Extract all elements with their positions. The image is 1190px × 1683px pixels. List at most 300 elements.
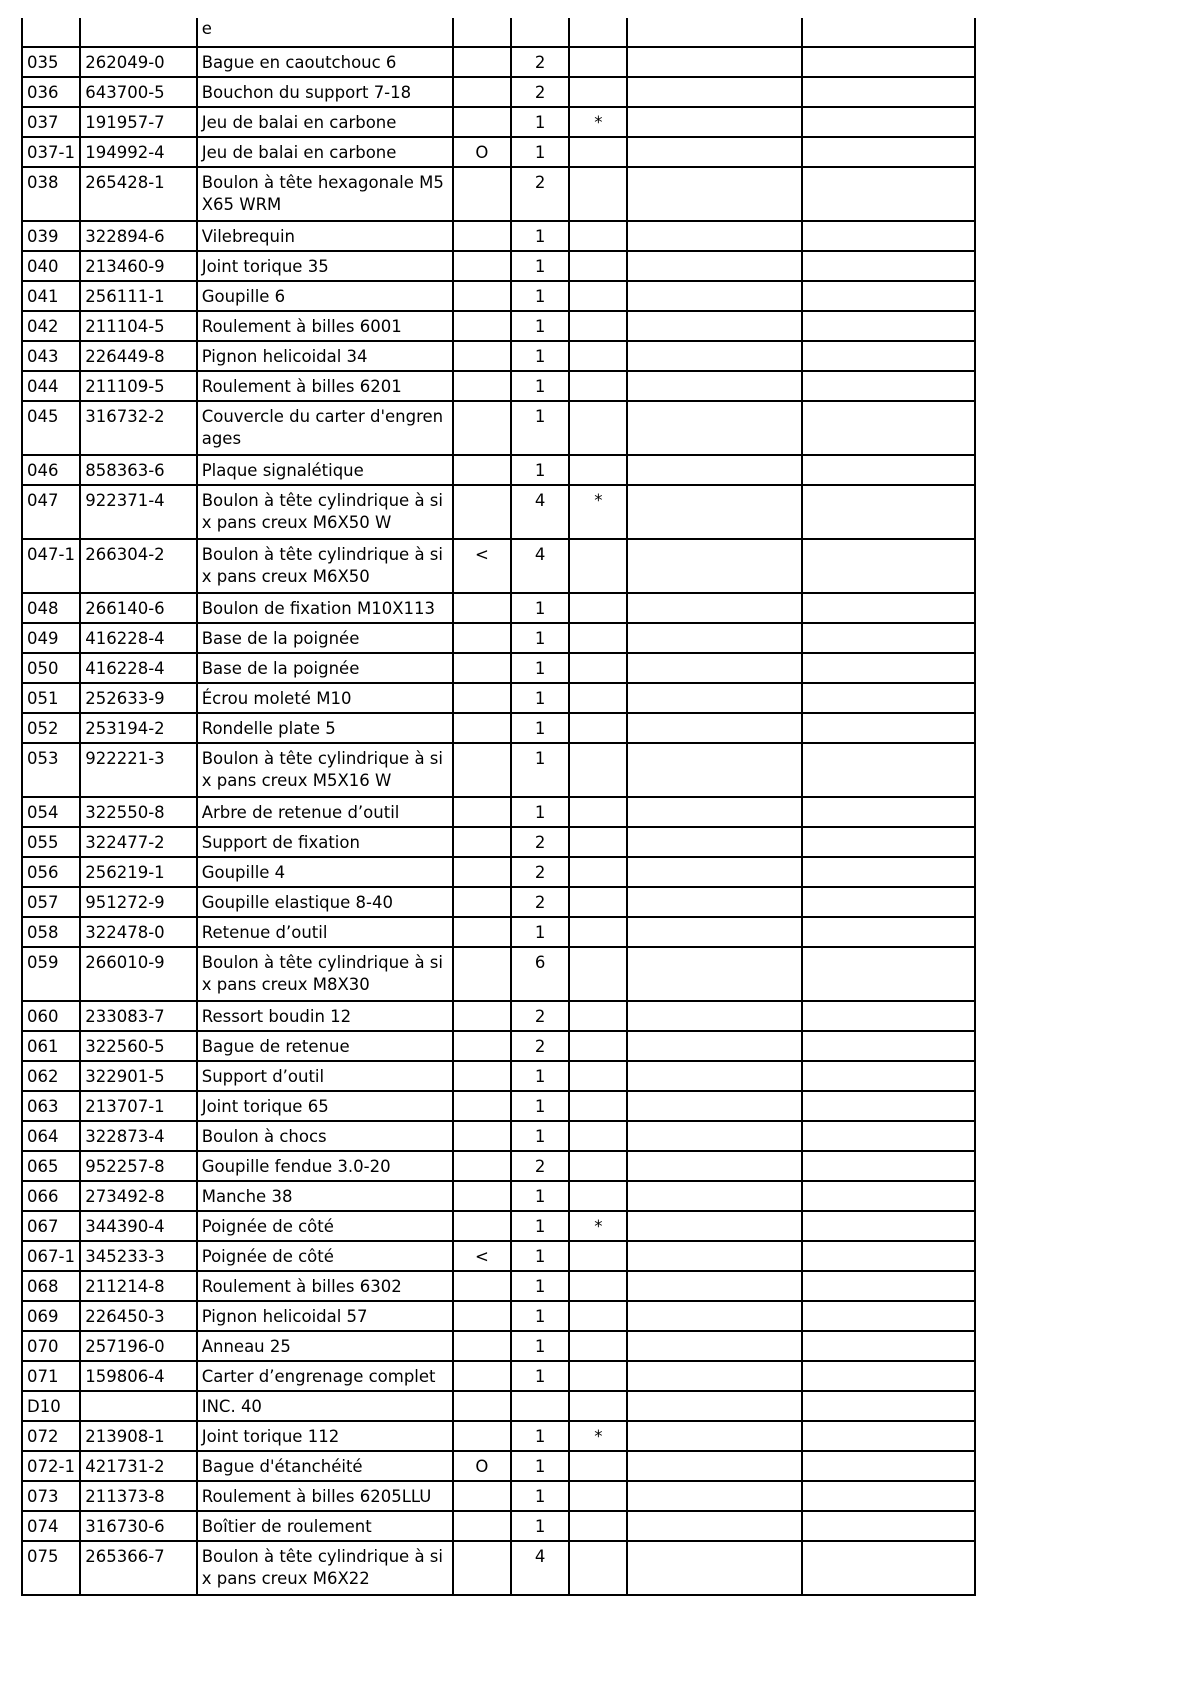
empty-cell: [627, 593, 802, 623]
marker-cell: [569, 683, 627, 713]
description-cell: Base de la poignée: [197, 623, 453, 653]
item-number-cell: 059: [22, 947, 80, 1001]
quantity-cell: 1: [511, 713, 569, 743]
table-row: [22, 947, 975, 1001]
table-row: [22, 221, 975, 251]
marker-cell: [569, 18, 627, 47]
table-row: [22, 887, 975, 917]
empty-cell: [627, 167, 802, 221]
description-cell: Carter d’engrenage complet: [197, 1361, 453, 1391]
note-cell: [453, 251, 511, 281]
part-number-cell: 322477-2: [80, 827, 196, 857]
table-row: [22, 1241, 975, 1271]
marker-cell: [569, 1391, 627, 1421]
description-cell: Arbre de retenue d’outil: [197, 797, 453, 827]
table-row: [22, 167, 975, 221]
item-number-cell: D10: [22, 1391, 80, 1421]
table-row: [22, 18, 975, 47]
marker-cell: *: [569, 1211, 627, 1241]
empty-cell: [627, 857, 802, 887]
marker-cell: [569, 371, 627, 401]
quantity-cell: 1: [511, 1121, 569, 1151]
empty-cell: [802, 917, 975, 947]
empty-cell: [627, 947, 802, 1001]
description-cell: Roulement à billes 6001: [197, 311, 453, 341]
item-number-cell: 071: [22, 1361, 80, 1391]
part-number-cell: 951272-9: [80, 887, 196, 917]
part-number-cell: 256111-1: [80, 281, 196, 311]
marker-cell: [569, 1271, 627, 1301]
part-number-cell: 322560-5: [80, 1031, 196, 1061]
part-number-cell: 226449-8: [80, 341, 196, 371]
description-cell: Ressort boudin 12: [197, 1001, 453, 1031]
note-cell: [453, 1181, 511, 1211]
empty-cell: [627, 887, 802, 917]
quantity-cell: 1: [511, 221, 569, 251]
description-cell: Boulon de fixation M10X113: [197, 593, 453, 623]
note-cell: [453, 1511, 511, 1541]
part-number-cell: 322901-5: [80, 1061, 196, 1091]
item-number-cell: 045: [22, 401, 80, 455]
empty-cell: [627, 281, 802, 311]
note-cell: [453, 167, 511, 221]
item-number-cell: 068: [22, 1271, 80, 1301]
quantity-cell: 1: [511, 1091, 569, 1121]
empty-cell: [802, 485, 975, 539]
part-number-cell: 344390-4: [80, 1211, 196, 1241]
part-number-cell: 266010-9: [80, 947, 196, 1001]
quantity-cell: 1: [511, 743, 569, 797]
empty-cell: [802, 1061, 975, 1091]
empty-cell: [627, 1481, 802, 1511]
note-cell: [453, 713, 511, 743]
empty-cell: [802, 653, 975, 683]
item-number-cell: 039: [22, 221, 80, 251]
empty-cell: [627, 1241, 802, 1271]
empty-cell: [627, 137, 802, 167]
quantity-cell: 4: [511, 539, 569, 593]
item-number-cell: 069: [22, 1301, 80, 1331]
table-row: [22, 653, 975, 683]
marker-cell: [569, 1361, 627, 1391]
part-number-cell: 322873-4: [80, 1121, 196, 1151]
table-row: [22, 77, 975, 107]
marker-cell: [569, 1331, 627, 1361]
note-cell: [453, 917, 511, 947]
item-number-cell: 061: [22, 1031, 80, 1061]
empty-cell: [627, 371, 802, 401]
table-row: [22, 1031, 975, 1061]
quantity-cell: 1: [511, 1511, 569, 1541]
description-cell: Retenue d’outil: [197, 917, 453, 947]
note-cell: [453, 827, 511, 857]
quantity-cell: 2: [511, 1001, 569, 1031]
marker-cell: [569, 341, 627, 371]
empty-cell: [802, 1301, 975, 1331]
description-cell: e: [197, 18, 453, 47]
description-cell: Boulon à tête hexagonale M5X65 WRM: [197, 167, 453, 221]
note-cell: [453, 18, 511, 47]
item-number-cell: [22, 18, 80, 47]
item-number-cell: 050: [22, 653, 80, 683]
note-cell: [453, 1211, 511, 1241]
empty-cell: [627, 1121, 802, 1151]
item-number-cell: 049: [22, 623, 80, 653]
description-cell: Poignée de côté: [197, 1211, 453, 1241]
marker-cell: [569, 1301, 627, 1331]
empty-cell: [627, 1061, 802, 1091]
item-number-cell: 057: [22, 887, 80, 917]
item-number-cell: 047: [22, 485, 80, 539]
part-number-cell: 316730-6: [80, 1511, 196, 1541]
marker-cell: [569, 1091, 627, 1121]
description-cell: Boulon à tête cylindrique à six pans creux M6X50: [197, 539, 453, 593]
empty-cell: [802, 47, 975, 77]
table-row: [22, 1541, 975, 1595]
description-cell: Base de la poignée: [197, 653, 453, 683]
table-row: [22, 1181, 975, 1211]
item-number-cell: 055: [22, 827, 80, 857]
quantity-cell: 1: [511, 1271, 569, 1301]
empty-cell: [627, 107, 802, 137]
table-row: [22, 743, 975, 797]
note-cell: [453, 1361, 511, 1391]
empty-cell: [627, 251, 802, 281]
description-cell: Boulon à tête cylindrique à six pans creux M5X16 W: [197, 743, 453, 797]
table-row: [22, 713, 975, 743]
description-cell: Boulon à tête cylindrique à six pans creux M6X50 W: [197, 485, 453, 539]
empty-cell: [802, 1241, 975, 1271]
quantity-cell: 1: [511, 623, 569, 653]
empty-cell: [627, 1391, 802, 1421]
table-row: [22, 1001, 975, 1031]
table-row: [22, 401, 975, 455]
empty-cell: [627, 683, 802, 713]
item-number-cell: 042: [22, 311, 80, 341]
note-cell: [453, 47, 511, 77]
part-number-cell: 191957-7: [80, 107, 196, 137]
table-row: [22, 857, 975, 887]
empty-cell: [627, 455, 802, 485]
quantity-cell: 2: [511, 47, 569, 77]
description-cell: Jeu de balai en carbone: [197, 137, 453, 167]
description-cell: Roulement à billes 6205LLU: [197, 1481, 453, 1511]
item-number-cell: 053: [22, 743, 80, 797]
marker-cell: [569, 1121, 627, 1151]
empty-cell: [627, 1451, 802, 1481]
empty-cell: [627, 311, 802, 341]
empty-cell: [802, 137, 975, 167]
empty-cell: [627, 1421, 802, 1451]
empty-cell: [802, 1331, 975, 1361]
note-cell: [453, 1061, 511, 1091]
table-row: [22, 539, 975, 593]
empty-cell: [627, 1151, 802, 1181]
part-number-cell: 213707-1: [80, 1091, 196, 1121]
quantity-cell: 1: [511, 593, 569, 623]
quantity-cell: 1: [511, 311, 569, 341]
description-cell: INC. 40: [197, 1391, 453, 1421]
part-number-cell: 952257-8: [80, 1151, 196, 1181]
table-row: [22, 341, 975, 371]
empty-cell: [802, 341, 975, 371]
table-row: [22, 1271, 975, 1301]
quantity-cell: 2: [511, 167, 569, 221]
part-number-cell: 266304-2: [80, 539, 196, 593]
empty-cell: [627, 713, 802, 743]
item-number-cell: 040: [22, 251, 80, 281]
empty-cell: [802, 539, 975, 593]
item-number-cell: 067-1: [22, 1241, 80, 1271]
empty-cell: [802, 1151, 975, 1181]
description-cell: Joint torique 112: [197, 1421, 453, 1451]
empty-cell: [802, 221, 975, 251]
empty-cell: [802, 1001, 975, 1031]
note-cell: [453, 743, 511, 797]
table-row: [22, 1391, 975, 1421]
table-row: [22, 251, 975, 281]
description-cell: Goupille 4: [197, 857, 453, 887]
description-cell: Bague de retenue: [197, 1031, 453, 1061]
empty-cell: [802, 1421, 975, 1451]
quantity-cell: 1: [511, 341, 569, 371]
description-cell: Plaque signalétique: [197, 455, 453, 485]
part-number-cell: 211214-8: [80, 1271, 196, 1301]
part-number-cell: 226450-3: [80, 1301, 196, 1331]
item-number-cell: 058: [22, 917, 80, 947]
description-cell: Pignon helicoidal 34: [197, 341, 453, 371]
description-cell: Poignée de côté: [197, 1241, 453, 1271]
note-cell: [453, 683, 511, 713]
item-number-cell: 070: [22, 1331, 80, 1361]
quantity-cell: 1: [511, 1211, 569, 1241]
table-row: [22, 485, 975, 539]
empty-cell: [802, 1481, 975, 1511]
table-row: [22, 137, 975, 167]
part-number-cell: 257196-0: [80, 1331, 196, 1361]
part-number-cell: 421731-2: [80, 1451, 196, 1481]
empty-cell: [627, 653, 802, 683]
note-cell: [453, 1031, 511, 1061]
table-row: [22, 1451, 975, 1481]
empty-cell: [802, 371, 975, 401]
part-number-cell: 322550-8: [80, 797, 196, 827]
item-number-cell: 072: [22, 1421, 80, 1451]
note-cell: [453, 371, 511, 401]
empty-cell: [802, 167, 975, 221]
quantity-cell: 2: [511, 77, 569, 107]
note-cell: [453, 1331, 511, 1361]
quantity-cell: 2: [511, 827, 569, 857]
part-number-cell: 265366-7: [80, 1541, 196, 1595]
description-cell: Support de fixation: [197, 827, 453, 857]
item-number-cell: 067: [22, 1211, 80, 1241]
part-number-cell: 213460-9: [80, 251, 196, 281]
table-row: [22, 1061, 975, 1091]
table-row: [22, 107, 975, 137]
empty-cell: [627, 1511, 802, 1541]
marker-cell: [569, 1061, 627, 1091]
parts-table-body: [22, 18, 975, 1595]
empty-cell: [802, 1031, 975, 1061]
part-number-cell: 211373-8: [80, 1481, 196, 1511]
item-number-cell: 075: [22, 1541, 80, 1595]
quantity-cell: 1: [511, 281, 569, 311]
table-row: [22, 47, 975, 77]
part-number-cell: 262049-0: [80, 47, 196, 77]
part-number-cell: 273492-8: [80, 1181, 196, 1211]
empty-cell: [802, 683, 975, 713]
marker-cell: [569, 47, 627, 77]
table-row: [22, 1091, 975, 1121]
empty-cell: [627, 1091, 802, 1121]
quantity-cell: 1: [511, 1451, 569, 1481]
quantity-cell: 1: [511, 1421, 569, 1451]
empty-cell: [802, 107, 975, 137]
quantity-cell: 1: [511, 917, 569, 947]
table-row: [22, 1211, 975, 1241]
part-number-cell: 253194-2: [80, 713, 196, 743]
quantity-cell: 1: [511, 455, 569, 485]
item-number-cell: 064: [22, 1121, 80, 1151]
table-row: [22, 1481, 975, 1511]
note-cell: [453, 455, 511, 485]
quantity-cell: 4: [511, 1541, 569, 1595]
description-cell: Bague en caoutchouc 6: [197, 47, 453, 77]
part-number-cell: 416228-4: [80, 623, 196, 653]
description-cell: Goupille elastique 8-40: [197, 887, 453, 917]
marker-cell: [569, 827, 627, 857]
part-number-cell: 858363-6: [80, 455, 196, 485]
part-number-cell: 233083-7: [80, 1001, 196, 1031]
empty-cell: [627, 1331, 802, 1361]
quantity-cell: 1: [511, 1361, 569, 1391]
part-number-cell: 265428-1: [80, 167, 196, 221]
empty-cell: [627, 47, 802, 77]
empty-cell: [627, 1301, 802, 1331]
part-number-cell: [80, 1391, 196, 1421]
empty-cell: [802, 827, 975, 857]
marker-cell: [569, 713, 627, 743]
table-row: [22, 683, 975, 713]
marker-cell: *: [569, 485, 627, 539]
empty-cell: [627, 827, 802, 857]
quantity-cell: 1: [511, 1331, 569, 1361]
item-number-cell: 072-1: [22, 1451, 80, 1481]
empty-cell: [802, 1511, 975, 1541]
marker-cell: [569, 221, 627, 251]
note-cell: [453, 485, 511, 539]
note-cell: O: [453, 1451, 511, 1481]
empty-cell: [627, 1031, 802, 1061]
quantity-cell: 6: [511, 947, 569, 1001]
empty-cell: [802, 857, 975, 887]
part-number-cell: 922371-4: [80, 485, 196, 539]
part-number-cell: 322478-0: [80, 917, 196, 947]
empty-cell: [627, 743, 802, 797]
description-cell: Roulement à billes 6201: [197, 371, 453, 401]
quantity-cell: 1: [511, 1301, 569, 1331]
table-row: [22, 1121, 975, 1151]
note-cell: [453, 593, 511, 623]
marker-cell: [569, 887, 627, 917]
note-cell: [453, 797, 511, 827]
marker-cell: [569, 797, 627, 827]
marker-cell: [569, 1031, 627, 1061]
table-row: [22, 1361, 975, 1391]
empty-cell: [627, 1181, 802, 1211]
marker-cell: [569, 539, 627, 593]
empty-cell: [627, 1361, 802, 1391]
item-number-cell: 048: [22, 593, 80, 623]
note-cell: [453, 281, 511, 311]
quantity-cell: 1: [511, 653, 569, 683]
part-number-cell: 211104-5: [80, 311, 196, 341]
empty-cell: [627, 917, 802, 947]
note-cell: [453, 1271, 511, 1301]
quantity-cell: 2: [511, 1151, 569, 1181]
table-row: [22, 1511, 975, 1541]
table-row: [22, 455, 975, 485]
note-cell: [453, 1001, 511, 1031]
empty-cell: [627, 1541, 802, 1595]
description-cell: Boulon à chocs: [197, 1121, 453, 1151]
note-cell: [453, 653, 511, 683]
empty-cell: [802, 743, 975, 797]
empty-cell: [802, 593, 975, 623]
note-cell: [453, 221, 511, 251]
item-number-cell: 066: [22, 1181, 80, 1211]
empty-cell: [802, 887, 975, 917]
marker-cell: *: [569, 1421, 627, 1451]
empty-cell: [627, 797, 802, 827]
part-number-cell: 211109-5: [80, 371, 196, 401]
description-cell: Goupille 6: [197, 281, 453, 311]
item-number-cell: 052: [22, 713, 80, 743]
table-row: [22, 827, 975, 857]
quantity-cell: 4: [511, 485, 569, 539]
item-number-cell: 036: [22, 77, 80, 107]
part-number-cell: 213908-1: [80, 1421, 196, 1451]
empty-cell: [802, 1391, 975, 1421]
description-cell: Joint torique 65: [197, 1091, 453, 1121]
table-row: [22, 1421, 975, 1451]
marker-cell: [569, 1541, 627, 1595]
empty-cell: [627, 401, 802, 455]
item-number-cell: 063: [22, 1091, 80, 1121]
marker-cell: [569, 653, 627, 683]
note-cell: [453, 887, 511, 917]
quantity-cell: 1: [511, 1181, 569, 1211]
empty-cell: [627, 341, 802, 371]
empty-cell: [802, 623, 975, 653]
note-cell: [453, 311, 511, 341]
empty-cell: [802, 713, 975, 743]
empty-cell: [802, 797, 975, 827]
empty-cell: [627, 1271, 802, 1301]
empty-cell: [802, 1121, 975, 1151]
marker-cell: [569, 281, 627, 311]
part-number-cell: 345233-3: [80, 1241, 196, 1271]
empty-cell: [802, 251, 975, 281]
part-number-cell: 159806-4: [80, 1361, 196, 1391]
item-number-cell: 035: [22, 47, 80, 77]
description-cell: Joint torique 35: [197, 251, 453, 281]
marker-cell: [569, 455, 627, 485]
quantity-cell: 1: [511, 1241, 569, 1271]
quantity-cell: 1: [511, 107, 569, 137]
empty-cell: [802, 18, 975, 47]
